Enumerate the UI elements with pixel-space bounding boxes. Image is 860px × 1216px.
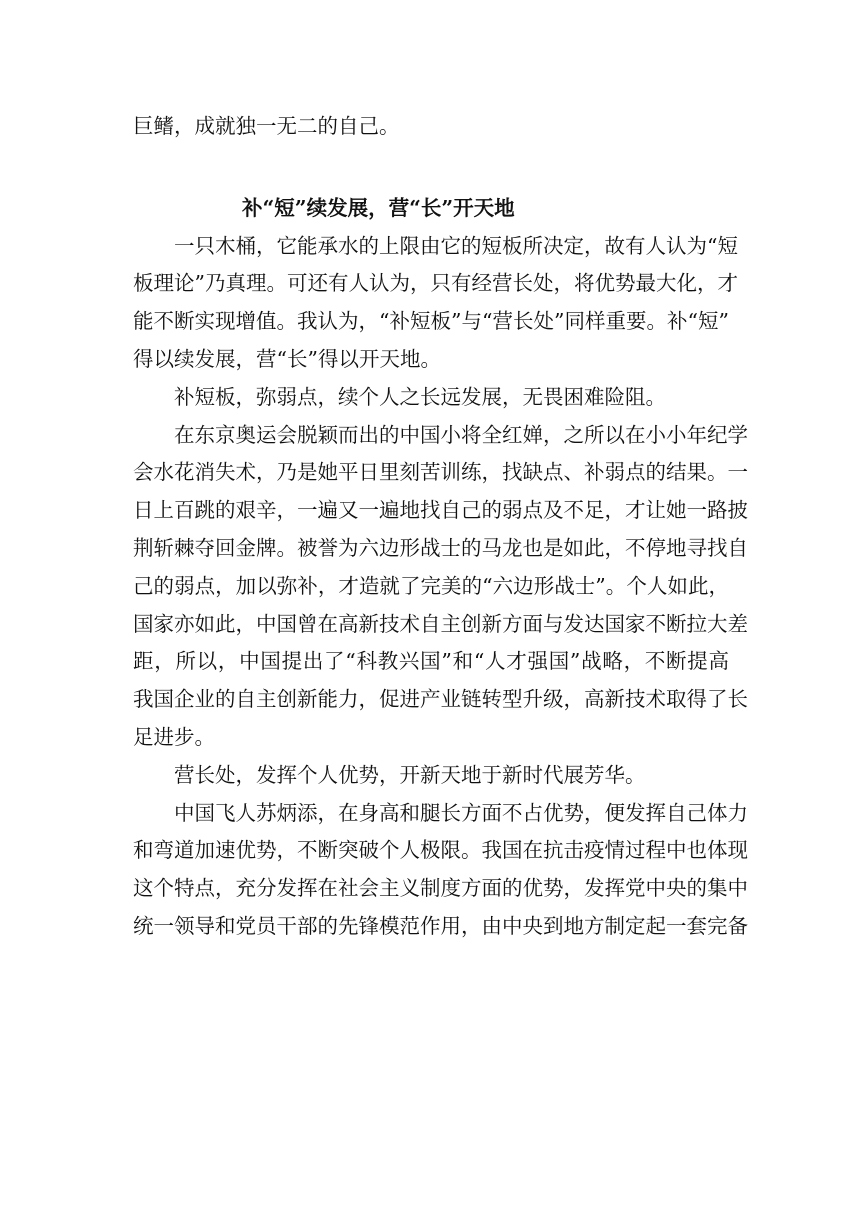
essay-title: 补“短”续发展，营“长”开天地 [242, 195, 515, 220]
paragraph-line: 营长处，发挥个人优势，开新天地于新时代展芳华。 [174, 762, 646, 787]
paragraph-line: 和弯道加速优势，不断突破个人极限。我国在抗击疫情过程中也体现 [133, 838, 748, 863]
paragraph-line: 会水花消失术，乃是她平日里刻苦训练，找缺点、补弱点的结果。一 [133, 460, 748, 485]
paragraph-line: 中国飞人苏炳添，在身高和腿长方面不占优势，便发挥自己体力 [174, 800, 748, 825]
paragraph-line: 国家亦如此，中国曾在高新技术自主创新方面与发达国家不断拉大差 [133, 611, 748, 636]
paragraph-line: 我国企业的自主创新能力，促进产业链转型升级，高新技术取得了长 [133, 687, 748, 712]
paragraph-line: 得以续发展，营“长”得以开天地。 [133, 346, 441, 371]
paragraph-line: 板理论”乃真理。可还有人认为，只有经营长处，将优势最大化，才 [133, 271, 738, 296]
paragraph-line: 一只木桶，它能承水的上限由它的短板所决定，故有人认为“短 [174, 233, 738, 258]
paragraph-line: 距，所以，中国提出了“科教兴国”和“人才强国”战略，不断提高 [133, 649, 729, 674]
paragraph-line: 统一领导和党员干部的先锋模范作用，由中央到地方制定起一套完备 [133, 913, 748, 938]
intro-fragment: 巨鳍，成就独一无二的自己。 [133, 114, 400, 138]
paragraph-1 [133, 228, 738, 379]
paragraph-line: 补短板，弥弱点，续个人之长远发展，无畏困难险阻。 [174, 384, 666, 409]
paragraph-line: 能不断实现增值。我认为，“补短板”与“营长处”同样重要。补“短” [133, 309, 729, 334]
paragraph-line: 荆斩棘夺回金牌。被誉为六边形战士的马龙也是如此，不停地寻找自 [133, 535, 748, 560]
paragraph-line: 足进步。 [133, 724, 215, 749]
paragraph-line: 日上百跳的艰辛，一遍又一遍地找自己的弱点及不足，才让她一路披 [133, 498, 748, 523]
paragraph-line: 在东京奥运会脱颖而出的中国小将全红婵，之所以在小小年纪学 [174, 422, 748, 447]
paragraph-5 [133, 795, 748, 946]
paragraph-4 [133, 757, 729, 795]
document-page [133, 108, 748, 946]
section-gap [133, 146, 729, 190]
paragraph-3 [133, 417, 748, 757]
paragraph-2 [133, 379, 729, 417]
paragraph-line: 这个特点，充分发挥在社会主义制度方面的优势，发挥党中央的集中 [133, 876, 748, 901]
paragraph-line: 己的弱点，加以弥补，才造就了完美的“六边形战士”。个人如此， [133, 573, 729, 598]
